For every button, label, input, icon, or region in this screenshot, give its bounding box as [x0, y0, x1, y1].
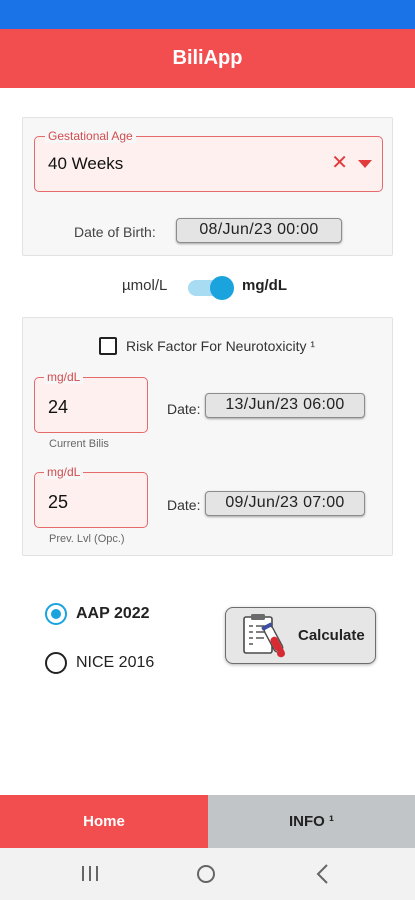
tab-info[interactable]: INFO ¹ [208, 795, 415, 848]
current-bili-unit-label: mg/dL [44, 370, 83, 384]
bottom-tab-bar [0, 795, 415, 848]
current-bili-hint: Current Bilis [49, 438, 109, 450]
previous-bili-hint: Prev. Lvl (Opc.) [49, 533, 125, 545]
current-date-label: Date: [167, 401, 201, 417]
unit-toggle-switch[interactable] [188, 276, 236, 298]
dropdown-arrow-icon[interactable] [358, 160, 372, 168]
radio-nice-2016-label: NICE 2016 [76, 654, 155, 671]
home-icon[interactable] [197, 865, 215, 883]
current-bili-value: 24 [48, 397, 69, 417]
radio-aap-2022[interactable] [45, 603, 150, 625]
risk-factor-checkbox[interactable] [99, 337, 117, 355]
current-date-button[interactable]: 13/Jun/23 06:00 [205, 393, 365, 418]
previous-bili-input[interactable] [34, 465, 148, 528]
risk-factor-label: Risk Factor For Neurotoxicity ¹ [126, 338, 316, 354]
bilirubin-card [22, 317, 393, 556]
system-navigation-bar [0, 848, 415, 900]
clear-icon[interactable]: ✕ [331, 152, 348, 174]
previous-bili-unit-label: mg/dL [44, 465, 83, 479]
unit-umol-label: µmol/L [122, 277, 168, 294]
previous-bili-value: 25 [48, 492, 69, 512]
calculate-label: Calculate [298, 627, 365, 644]
previous-date-label: Date: [167, 497, 201, 513]
gestational-age-label: Gestational Age [45, 129, 136, 143]
risk-factor-checkbox-row[interactable] [99, 336, 315, 356]
calculate-button[interactable] [225, 607, 376, 664]
radio-aap-2022-label: AAP 2022 [76, 605, 150, 622]
gestational-age-value: 40 Weeks [48, 154, 124, 173]
radio-nice-2016[interactable] [45, 652, 154, 674]
radio-nice-2016-button[interactable] [45, 652, 67, 674]
gestational-age-dropdown[interactable] [34, 129, 383, 192]
status-bar [0, 0, 415, 29]
date-of-birth-label: Date of Birth: [74, 224, 156, 240]
unit-mgdl-label: mg/dL [242, 277, 287, 294]
back-icon[interactable] [314, 863, 332, 885]
app-title: BiliApp [172, 47, 243, 69]
radio-aap-2022-button[interactable] [45, 603, 67, 625]
unit-toggle-row [0, 275, 415, 299]
previous-date-button[interactable]: 09/Jun/23 07:00 [205, 491, 365, 516]
app-bar [0, 29, 415, 88]
clipboard-blood-tube-icon [240, 613, 288, 659]
birth-info-card [22, 117, 393, 256]
date-of-birth-button[interactable]: 08/Jun/23 00:00 [176, 218, 342, 243]
tab-home[interactable]: Home [0, 795, 208, 848]
current-bili-input[interactable] [34, 370, 148, 433]
toggle-thumb [210, 276, 234, 300]
recent-apps-icon[interactable] [81, 866, 99, 881]
